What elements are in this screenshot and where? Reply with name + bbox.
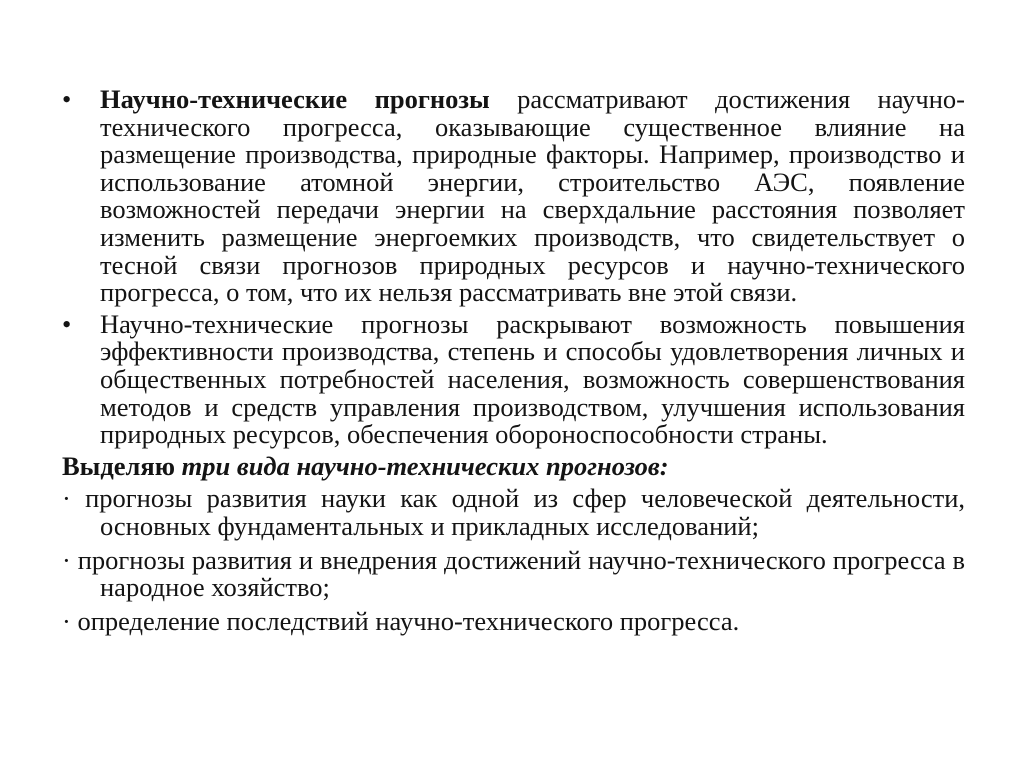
list-item-text: · прогнозы развития науки как одной из сфер человеческой деятельности, основных фундаментальных и прикладных исследований;: [62, 483, 965, 541]
paragraph-text: рассматривают достижения научно-технического прогресса, оказывающие существенное влияние на размещение производства, природные факторы. Например, производство и использование атомной энергии, строительство АЭС, появление возможностей передачи энергии на сверхдальние расстояния позволяет изменить размещение энергоемких производств, что свидетельствует о тесной связи прогнозов природных ресурсов и научно-технического прогресса, о том, что их нельзя рассматривать вне этой связи.: [100, 84, 965, 308]
bullet-marker: •: [62, 308, 72, 339]
forecast-types-heading: [62, 450, 965, 481]
forecast-type-item: [62, 544, 965, 603]
paragraph-forecast-capabilities: [62, 308, 965, 450]
bullet-marker: •: [62, 84, 72, 114]
forecast-type-item: [62, 485, 965, 540]
list-item-text: · определение последствий научно-технического прогресса.: [62, 605, 740, 636]
heading-italic: три вида научно-технических прогнозов:: [175, 450, 669, 481]
heading-lead: Выделяю: [62, 450, 175, 481]
paragraph-scientific-technical-forecasts: [62, 86, 965, 307]
forecast-type-item: [62, 605, 965, 636]
bold-term: Научно-технические прогнозы: [100, 84, 490, 114]
list-item-text: · прогнозы развития и внедрения достижений научно-технического прогресса в народное хозяйство;: [62, 544, 965, 603]
paragraph-text: Научно-технические прогнозы раскрывают возможность повышения эффективности производства, степень и способы удовлетворения личных и общественных потребностей населения, возможность совершенствования методов и средств управления производством, улучшения использования природных ресурсов, обеспечения обороноспособности страны.: [100, 308, 965, 450]
slide-body: [62, 86, 965, 635]
